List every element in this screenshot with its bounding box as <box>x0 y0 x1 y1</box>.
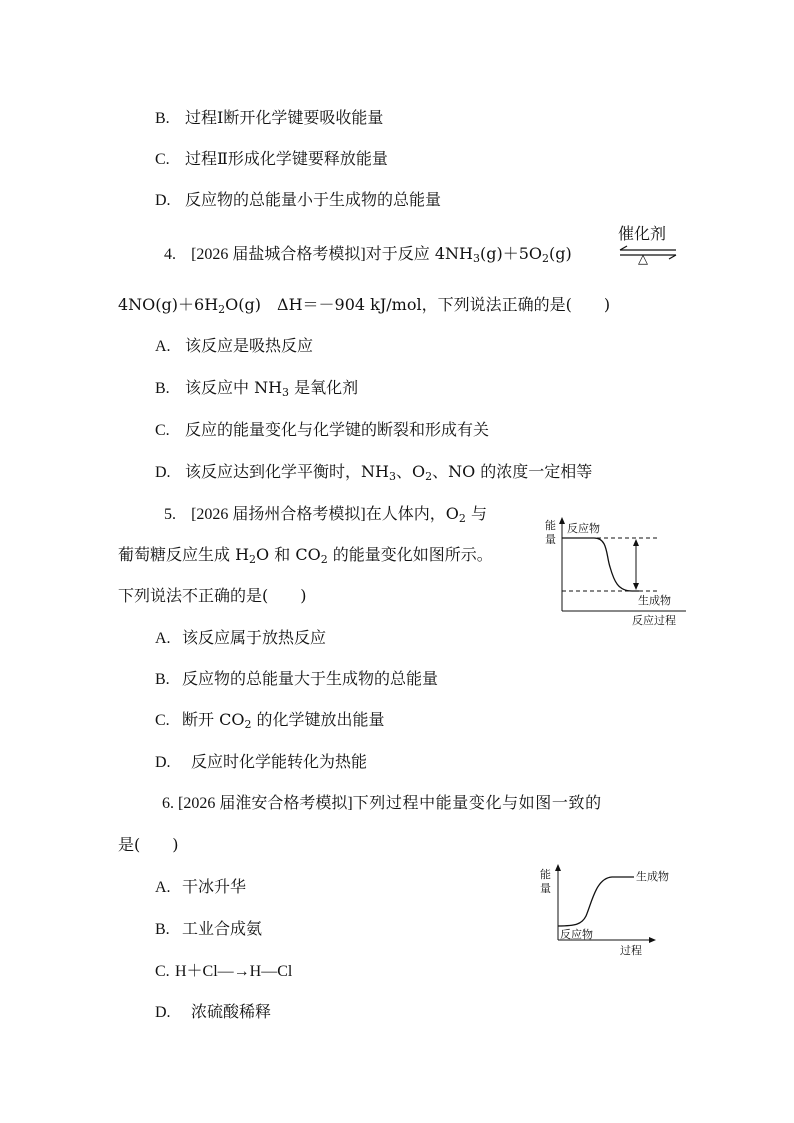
option-letter: C. <box>155 151 170 168</box>
option-letter: C. <box>155 963 170 980</box>
q6-option-c <box>155 960 292 983</box>
x-axis-arrow-icon <box>649 937 656 943</box>
exothermic-curve-figure <box>536 515 686 630</box>
stem-text: 对于反应 4NH <box>365 244 473 263</box>
y-axis-arrow-icon <box>559 517 565 524</box>
option-text: 该反应达到化学平衡时，NH <box>185 462 389 481</box>
arrow-up-icon <box>633 539 639 546</box>
option-letter: A. <box>155 630 171 647</box>
stem-text: O(g) ΔH＝－904 kJ/mol，下列说法正确的是( ) <box>225 295 611 314</box>
q4-stem <box>164 243 572 266</box>
q5-energy-diagram <box>536 515 686 630</box>
reaction-condition <box>618 224 678 267</box>
option-letter: C. <box>155 712 170 729</box>
x-axis-label: 反应过程 <box>632 614 676 627</box>
reactant-label: 反应物 <box>567 522 600 535</box>
q6-stem-line2 <box>118 834 179 856</box>
q3-option-d <box>155 189 441 212</box>
x-axis-label: 过程 <box>620 944 642 957</box>
question-source: [2026 届扬州合格考模拟] <box>191 506 366 523</box>
y-axis-label: 量 <box>540 882 551 895</box>
stem-text: 的能量变化如图所示。 <box>327 545 493 564</box>
subscript: 2 <box>244 718 252 731</box>
q6-option-b <box>155 918 262 941</box>
q4-option-c <box>155 419 489 442</box>
option-text: 是氧化剂 <box>289 378 359 397</box>
y-axis-label: 量 <box>545 533 556 546</box>
reactant-label: 反应物 <box>560 928 593 941</box>
option-text: 反应的能量变化与化学键的断裂和形成有关 <box>185 420 490 439</box>
question-source: [2026 届淮安合格考模拟] <box>178 795 353 812</box>
option-text: 过程Ⅰ断开化学键要吸收能量 <box>185 108 384 127</box>
subscript: 3 <box>473 252 480 265</box>
product-label: 生成物 <box>638 594 671 607</box>
option-text: 断开 CO <box>182 710 245 729</box>
energy-curve <box>558 877 634 926</box>
option-text: 该反应属于放热反应 <box>182 628 327 647</box>
option-text: 反应时化学能转化为热能 <box>191 752 368 771</box>
q5-stem <box>164 503 487 526</box>
stem-text: 是( ) <box>118 835 179 854</box>
subscript: 2 <box>542 252 550 265</box>
subscript: 3 <box>388 470 396 483</box>
q4-option-b <box>155 377 358 400</box>
option-letter: A. <box>155 338 171 355</box>
q6-option-a <box>155 876 246 899</box>
q5-stem-line2 <box>118 544 493 566</box>
option-letter: D. <box>155 754 171 771</box>
stem-text: (g)＋5O <box>480 244 543 263</box>
question-number: 6. <box>162 795 174 812</box>
y-axis-label: 能 <box>540 868 551 881</box>
endothermic-curve-figure <box>536 858 686 958</box>
option-text: 该反应是吸热反应 <box>185 336 314 355</box>
option-text: 过程Ⅱ形成化学键要释放能量 <box>185 149 388 168</box>
q3-option-b <box>155 107 383 130</box>
y-axis-label: 能 <box>545 519 556 532</box>
option-text: H＋Cl―→H—Cl <box>175 963 293 980</box>
heat-symbol: △ <box>638 252 648 267</box>
q4-option-a <box>155 335 313 358</box>
subscript: 2 <box>218 303 226 316</box>
q3-option-c <box>155 148 388 171</box>
q6-energy-diagram <box>536 858 686 958</box>
q4-option-d <box>155 461 592 484</box>
question-source: [2026 届盐城合格考模拟] <box>191 246 366 263</box>
product-label: 生成物 <box>636 870 669 883</box>
option-text: 该反应中 NH <box>185 378 283 397</box>
q5-option-d <box>155 751 367 774</box>
option-text: 反应物的总能量小于生成物的总能量 <box>185 190 442 209</box>
catalyst-label: 催化剂 <box>618 224 667 243</box>
option-letter: D. <box>155 464 171 481</box>
question-number: 5. <box>164 506 176 523</box>
option-text: 工业合成氨 <box>182 919 263 938</box>
option-letter: C. <box>155 422 170 439</box>
option-letter: B. <box>155 380 170 397</box>
y-axis-arrow-icon <box>555 864 561 871</box>
q5-option-c <box>155 709 385 732</box>
subscript: 2 <box>458 512 466 525</box>
option-letter: A. <box>155 879 171 896</box>
subscript: 2 <box>425 470 433 483</box>
stem-text: 下列过程中能量变化与如图一致的 <box>352 793 602 812</box>
option-text: 反应物的总能量大于生成物的总能量 <box>182 669 439 688</box>
q5-option-b <box>155 668 438 691</box>
stem-text: 下列说法不正确的是( ) <box>118 586 307 605</box>
energy-curve <box>562 538 639 591</box>
q6-stem <box>162 792 602 815</box>
option-letter: D. <box>155 1004 171 1021</box>
option-letter: D. <box>155 192 171 209</box>
stem-text: 与 <box>465 504 487 523</box>
subscript: 2 <box>249 553 257 566</box>
option-letter: B. <box>155 110 170 127</box>
option-text: 、O <box>395 462 426 481</box>
arrow-down-icon <box>633 583 639 590</box>
option-text: 浓硫酸稀释 <box>191 1002 272 1021</box>
stem-text: 4NO(g)＋6H <box>118 295 219 314</box>
subscript: 3 <box>282 386 290 399</box>
q6-option-d <box>155 1001 271 1024</box>
subscript: 2 <box>320 553 328 566</box>
q5-stem-line3 <box>118 585 307 607</box>
stem-text: 在人体内，O <box>365 504 459 523</box>
option-text: 的化学键放出能量 <box>251 710 385 729</box>
option-text: 、NO 的浓度一定相等 <box>432 462 593 481</box>
q4-stem-line2 <box>118 294 610 316</box>
question-number: 4. <box>164 246 176 263</box>
option-text: 干冰升华 <box>182 877 247 896</box>
stem-text: 葡萄糖反应生成 H <box>118 545 250 564</box>
stem-text: O 和 CO <box>256 545 321 564</box>
option-letter: B. <box>155 671 170 688</box>
stem-text: (g) <box>549 244 572 263</box>
option-letter: B. <box>155 921 170 938</box>
q5-option-a <box>155 627 326 650</box>
